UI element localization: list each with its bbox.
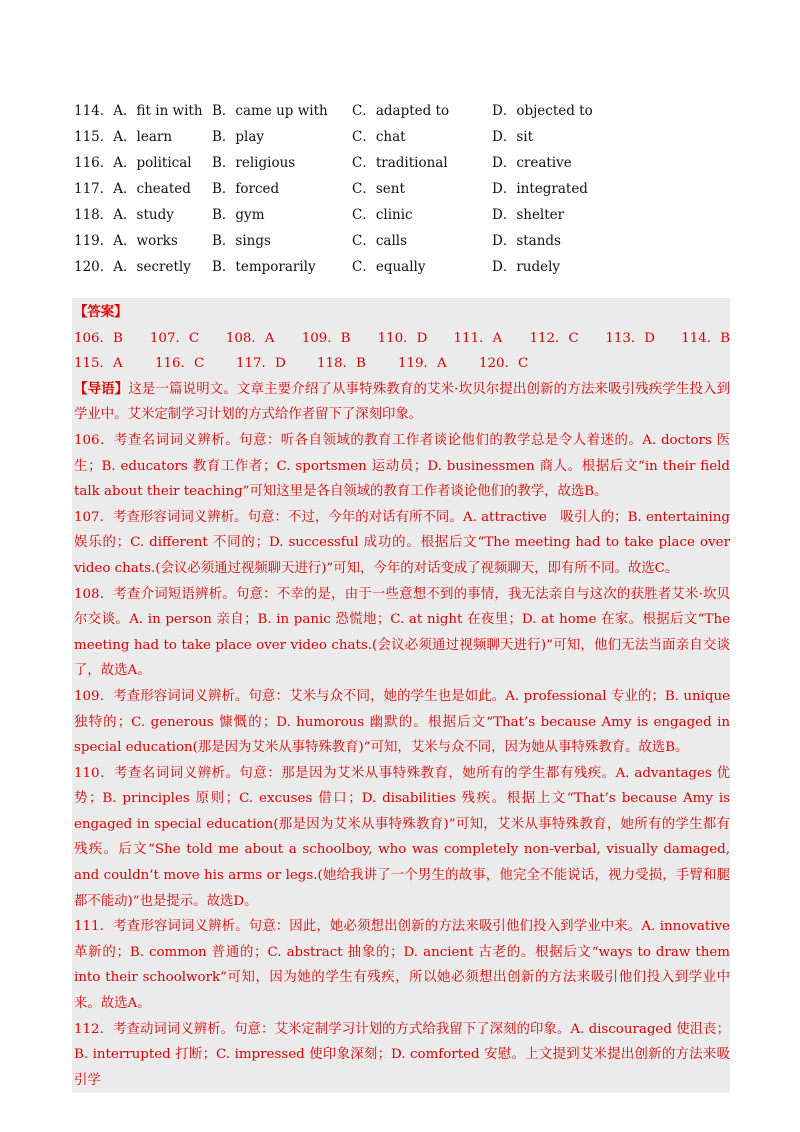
option-a: 118．A．study xyxy=(74,207,174,223)
answer-key-row xyxy=(74,351,730,377)
option-c: C．clinic xyxy=(352,207,413,223)
option-b: B．religious xyxy=(212,155,296,171)
answer-key: 119．A xyxy=(398,356,447,372)
answer-key: 106．B xyxy=(74,330,123,346)
option-d: D．stands xyxy=(492,233,561,249)
option-b: B．play xyxy=(212,129,265,145)
guide-paragraph xyxy=(74,377,730,428)
option-b: B．sings xyxy=(212,233,271,249)
explanation-108: 108．考查介词短语辨析。句意：不幸的是，由于一些意想不到的事情，我无法亲自与这次的获胜者艾米·坎贝尔交谈。A. in person 亲自；B. in panic 恐慌地；C. at night 在夜里；D. at home 在家。根据后文“The meeting had to take place over video chats.(会议必须通过视频聊天进行)”可知，他们无法当面亲自交谈了，故选A。 xyxy=(74,586,730,679)
answer-key: 114．B xyxy=(681,330,731,346)
answer-key: 113．D xyxy=(605,330,656,346)
option-b: B．came up with xyxy=(212,103,328,119)
answer-key: 112．C xyxy=(529,330,579,346)
option-d: D．sit xyxy=(492,129,533,145)
explanation-111: 111．考查形容词词义辨析。句意：因此，她必须想出创新的方法来吸引他们投入到学业中来。A. innovative 革新的；B. common 普通的；C. abstract 抽象的；D. ancient 古老的。根据后文“ways to draw them into their schoolwork”可知，因为她的学生有残疾，所以她必须想出创新的方法来吸引他们投入到学业中来。故选A。 xyxy=(74,919,730,1012)
option-a: 120．A．secretly xyxy=(74,259,191,275)
option-row xyxy=(74,174,734,200)
option-a: 117．A．cheated xyxy=(74,181,191,197)
answer-key: 111．A xyxy=(453,330,503,346)
explanation-106: 106．考查名词词义辨析。句意：听各自领域的教育工作者谈论他们的教学总是令人着迷的。A. doctors 医生；B. educators 教育工作者；C. sportsmen 运动员；D. businessmen 商人。根据后文“in their field talk about their teaching”可知这里是各自领域的教育工作者谈论他们的教学，故选B。 xyxy=(74,432,730,500)
explanation-107: 107．考查形容词词义辨析。句意：不过，今年的对话有所不同。A. attractive 吸引人的；B. entertaining 娱乐的；C. different 不同的；D. successful 成功的。根据后文“The meeting had to take place over video chats.(会议必须通过视频聊天进行)”可知，今年的对话变成了视频聊天，即有所不同。故选C。 xyxy=(74,509,730,576)
answer-key: 118．B xyxy=(317,356,366,372)
option-a: 114．A．fit in with xyxy=(74,103,203,119)
option-d: D．integrated xyxy=(492,181,588,197)
option-a: 115．A．learn xyxy=(74,129,173,145)
answer-key: 107．C xyxy=(149,330,200,346)
answer-key-row xyxy=(74,326,730,352)
option-c: C．adapted to xyxy=(352,103,450,119)
option-row xyxy=(74,200,734,226)
option-row xyxy=(74,122,734,148)
option-c: C．traditional xyxy=(352,155,448,171)
answer-key: 110．D xyxy=(377,330,428,346)
answer-key: 109．B xyxy=(301,330,351,346)
option-d: D．objected to xyxy=(492,103,593,119)
answer-key: 120．C xyxy=(479,356,529,372)
explanation-109: 109．考查形容词词义辨析。句意：艾米与众不同，她的学生也是如此。A. professional 专业的；B. unique 独特的；C. generous 慷慨的；D. humorous 幽默的。根据后文“That’s because Amy is engaged in special education(那是因为艾米从事特殊教育)”可知，艾米与众不同，因为她从事特殊教育。故选B。 xyxy=(74,688,730,756)
option-c: C．sent xyxy=(352,181,405,197)
guide-text: 这是一篇说明文。文章主要介绍了从事特殊教育的艾米·坎贝尔提出创新的方法来吸引残疾学生投入到学业中。艾米定制学习计划的方式给作者留下了深刻印象。 xyxy=(74,381,730,423)
guide-label: 【导语】 xyxy=(74,380,129,397)
option-c: C．equally xyxy=(352,259,426,275)
answer-key: 108．A xyxy=(225,330,275,346)
option-b: B．temporarily xyxy=(212,259,316,275)
answer-key: 117．D xyxy=(236,356,286,372)
answer-key: 116．C xyxy=(155,356,205,372)
option-b: B．forced xyxy=(212,181,280,197)
option-d: D．creative xyxy=(492,155,572,171)
option-row xyxy=(74,96,734,122)
option-d: D．rudely xyxy=(492,259,561,275)
option-row xyxy=(74,148,734,174)
option-a: 116．A．political xyxy=(74,155,192,171)
option-c: C．chat xyxy=(352,129,406,145)
option-c: C．calls xyxy=(352,233,408,249)
answer-section xyxy=(72,298,730,1093)
explanation-112: 112．考查动词词义辨析。句意：艾米定制学习计划的方式给我留下了深刻的印象。A. discouraged 使沮丧；B. interrupted 打断；C. impressed 使印象深刻；D. comforted 安慰。上文提到艾米提出创新的方法来吸引学 xyxy=(74,1021,730,1088)
option-a: 119．A．works xyxy=(74,233,178,249)
explanation-110: 110．考查名词词义辨析。句意：那是因为艾米从事特殊教育，她所有的学生都有残疾。A. advantages 优势；B. principles 原则；C. excuses 借口；D. disabilities 残疾。根据上文“That’s because Amy is engaged in special education(那是因为艾米从事特殊教育)”可知，艾米从事特殊教育，她所有的学生都有残疾。后文“She told me about a schoolboy, who was completely non-verbal, visually damaged, and couldn’t move his arms or legs.(她给我讲了一个男生的故事，他完全不能说话，视力受损，手臂和腿都不能动)”也是提示。故选D。 xyxy=(74,765,730,909)
answer-heading: 【答案】 xyxy=(74,304,128,320)
options-table xyxy=(74,96,734,278)
option-row xyxy=(74,252,734,278)
option-row xyxy=(74,226,734,252)
option-d: D．shelter xyxy=(492,207,565,223)
option-b: B．gym xyxy=(212,207,265,223)
answer-key: 115．A xyxy=(74,356,123,372)
